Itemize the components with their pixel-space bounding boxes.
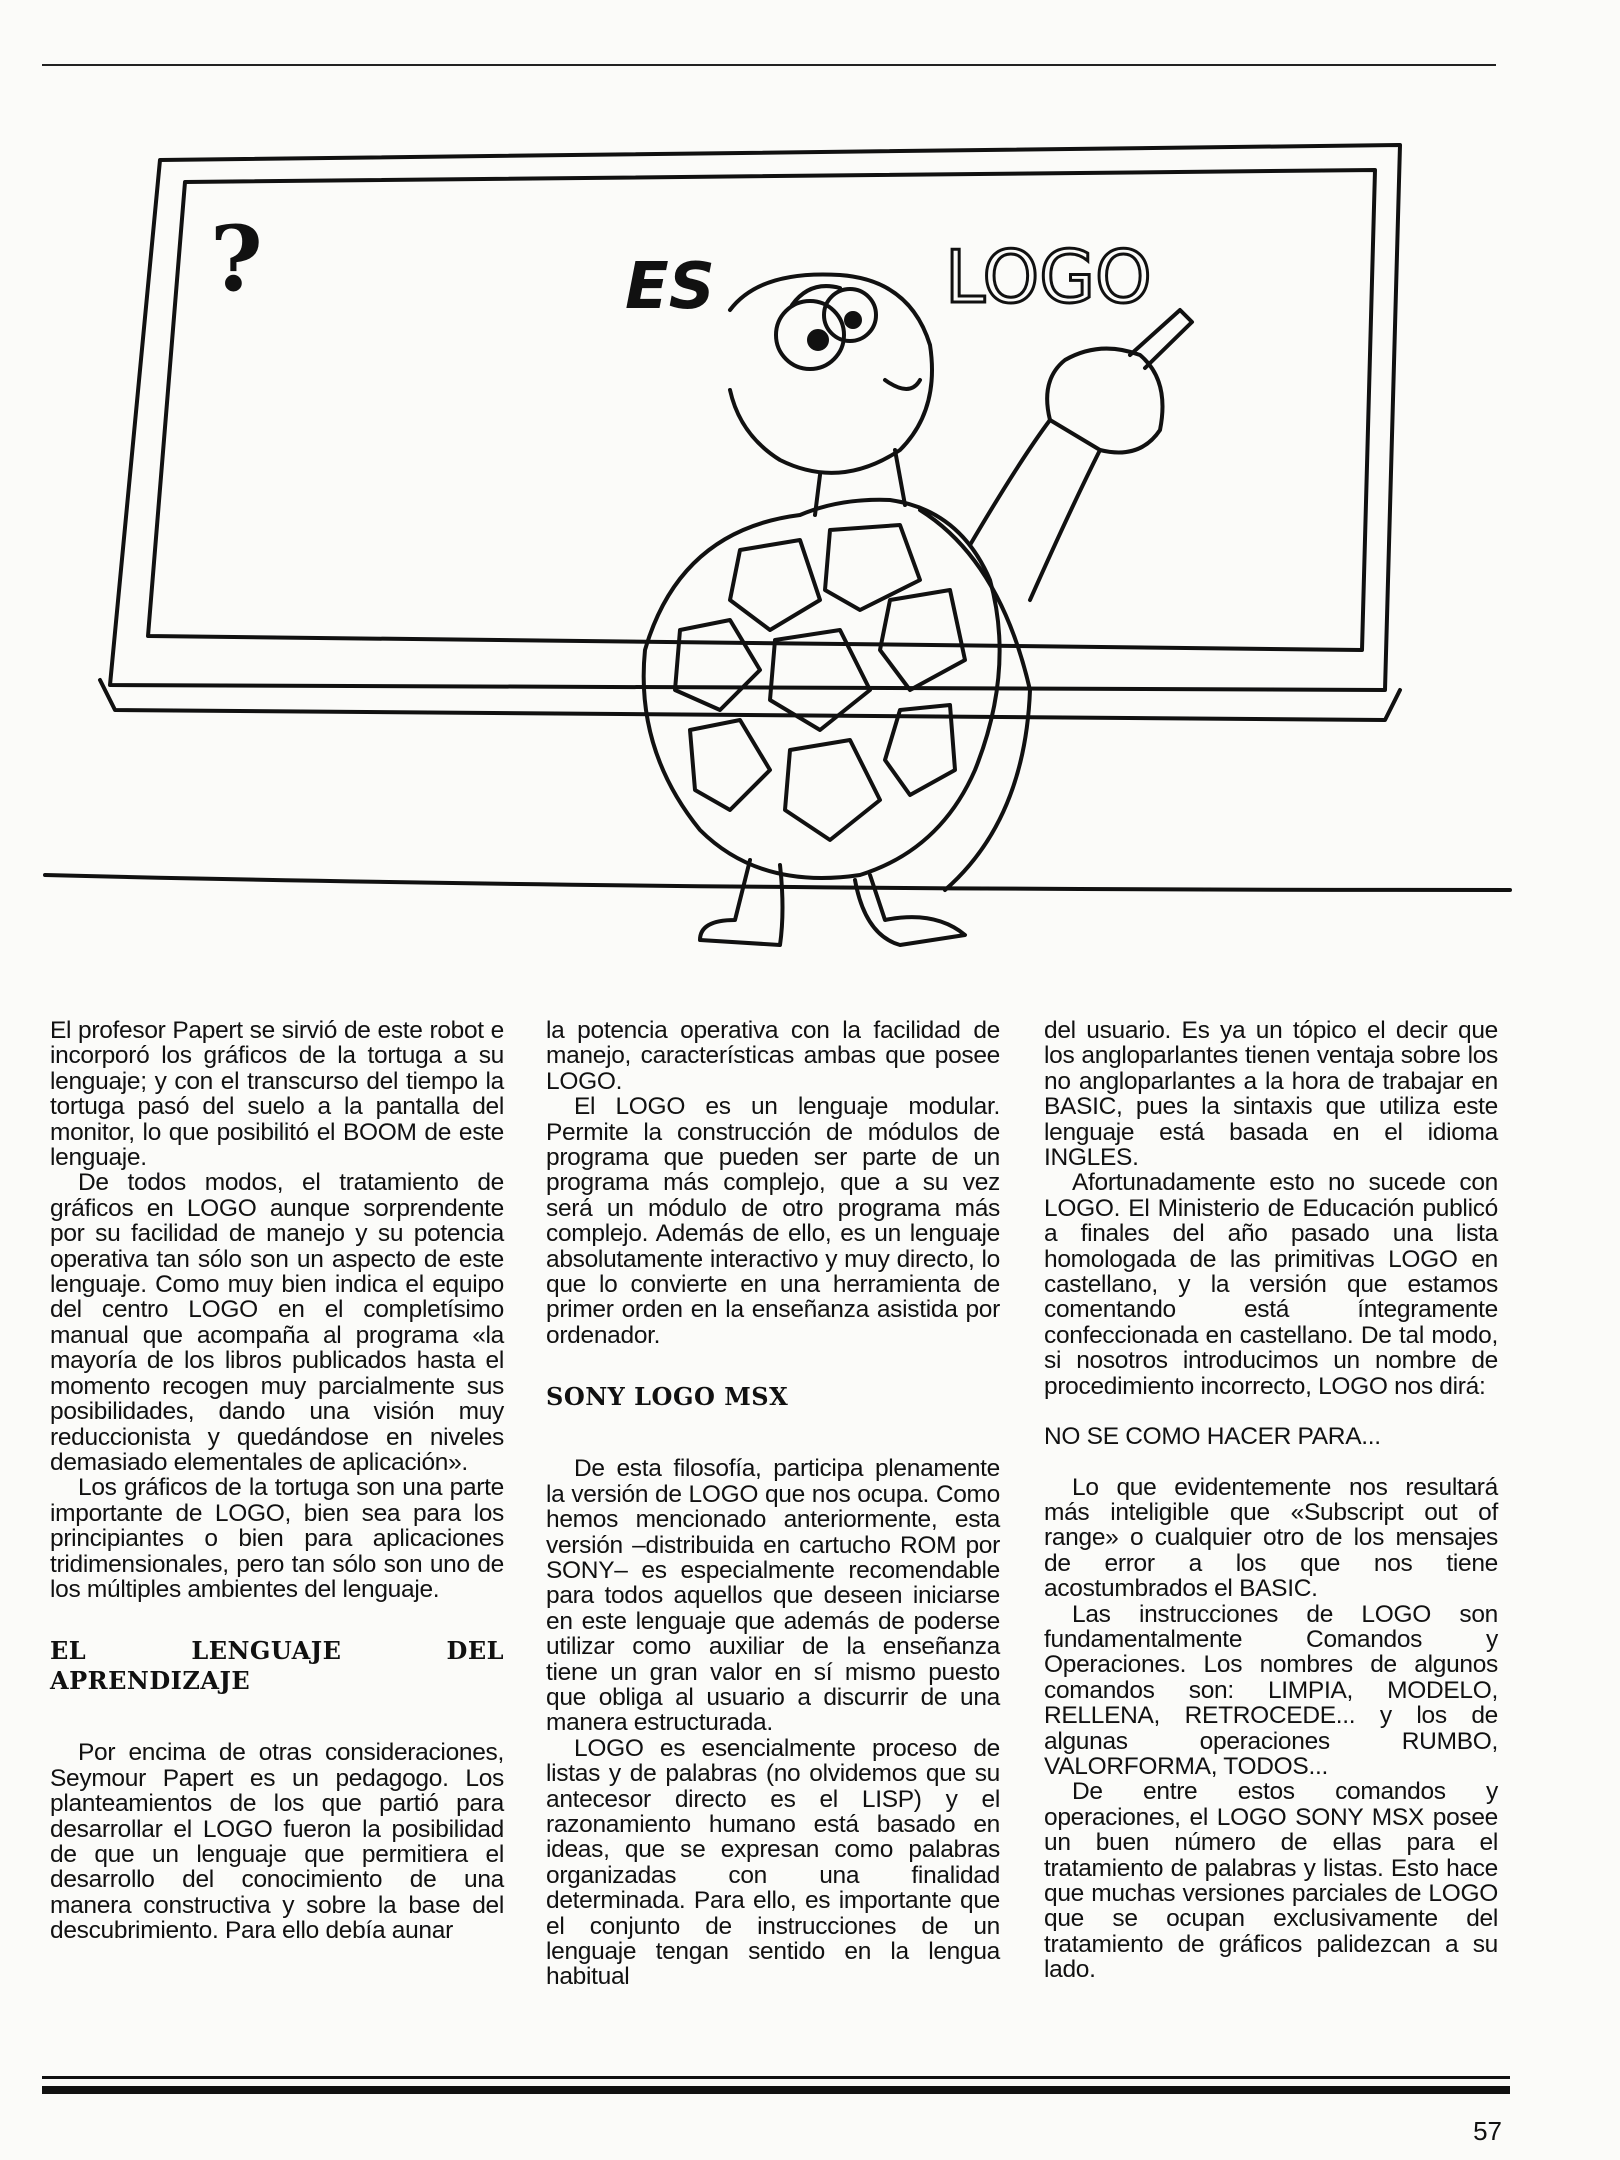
turtle-arm [970,420,1100,600]
section-heading-sony-logo-msx: SONY LOGO MSX [546,1382,789,1412]
paragraph: Las instrucciones de LOGO son fundamentalmente Comandos y Operaciones. Los nombres de algunos comandos son: LIMPIA, MODELO, RELLENA, RETROCEDE... y los de algunas operaciones RUMBO, VALORFORMA, TODOS... [1044,1600,1498,1780]
turtle-hand [1047,349,1162,453]
column-2 [546,1018,1000,1990]
column-1 [50,1018,504,1944]
board-question-mark: ? [210,206,263,312]
floor-line [45,875,1510,890]
paragraph: Los gráficos de la tortuga son una parte importante de LOGO, bien sea para los principiantes o bien para aplicaciones tridimensionales, pero tan sólo son uno de los múltiples ambientes del lenguaje. [50,1474,504,1603]
bottom-rule-thin [42,2076,1510,2079]
turtle-blackboard-illustration [40,130,1520,960]
paragraph: Lo que evidentemente nos resultará más inteligible que «Subscript out of range» o cualquier otro de los mensajes de error a los que nos tiene acostumbrados el BASIC. [1044,1473,1498,1603]
page-number: 57 [1473,2116,1502,2146]
section-heading-aprendizaje: EL LENGUAJE DEL APRENDIZAJE [50,1636,504,1696]
paragraph: De esta filosofía, participa plenamente la versión de LOGO que nos ocupa. Como hemos mencionado anteriormente, esta versión –distribuida en cartucho ROM por SONY– es especialmente recomendable para todos aquellos que deseen iniciarse en este lenguaje que además de poderse utilizar como auxiliar de la enseñanza tiene un gran valor en sí mismo puesto que obliga al usuario a discurrir de una manera estructurada. [546,1455,1000,1737]
paragraph: De todos modos, el tratamiento de gráficos en LOGO aunque sorprendente por su facilidad de manejo y su potencia operativa tan sólo son un aspecto de este lenguaje. Como muy bien indica el equipo del centro LOGO en el completísimo manual que acompaña al programa «la mayoría de los libros publicados hasta el momento recogen muy parcialmente sus posibilidades, dando una visión muy reduccionista y quedándose en niveles demasiado elementales de aplicación». [50,1169,504,1476]
paragraph: El profesor Papert se sirvió de este robot e incorporó los gráficos de la tortuga a su lenguaje; y con el transcurso del tiempo la tortuga pasó del suelo a la pantalla del monitor, lo que posibilitó el BOOM de este lenguaje. [50,1017,504,1172]
paragraph: Por encima de otras consideraciones, Seymour Papert es un pedagogo. Los planteamientos de los que partió para desarrollar el LOGO fueron la posibilidad de que un lenguaje que permitiera el desarrollo del conocimiento de una manera constructiva y sobre la base del descubrimiento. Para ello debía aunar [50,1739,504,1945]
paragraph: la potencia operativa con la facilidad de manejo, características ambas que posee LOGO. [546,1017,1000,1095]
board-text-logo: LOGO [945,235,1152,319]
paragraph: Afortunadamente esto no sucede con LOGO. El Ministerio de Educación publicó a finales del año pasado una lista homologada de las primitivas LOGO en castellano, y la versión que estamos comentando está íntegramente confeccionada en castellano. De tal modo, si nosotros introducimos un nombre de procedimiento incorrecto, LOGO nos dirá: [1044,1169,1498,1400]
paragraph: LOGO es esencialmente proceso de listas y de palabras (no olvidemos que su antecesor directo es el LISP) y el razonamiento humano está basado en ideas, que se expresan como palabras organizadas con una finalidad determinada. Para ello, es importante que el conjunto de instrucciones de un lenguaje tengan sentido en la lengua habitual [546,1734,1000,1991]
paragraph: del usuario. Es ya un tópico el decir que los angloparlantes tienen ventaja sobre los no angloparlantes a la hora de trabajar en BASIC, pues la sintaxis que utiliza este lenguaje está basada en el idioma INGLES. [1044,1017,1498,1172]
column-3 [1044,1018,1498,1983]
bottom-rule-thick [42,2086,1510,2094]
blackboard-outer-frame [110,145,1400,690]
turtle-head [730,274,932,472]
blackboard-inner-frame [148,170,1375,650]
error-message-example: NO SE COMO HACER PARA... [1044,1423,1381,1451]
paragraph: De entre estos comandos y operaciones, el LOGO SONY MSX posee un buen número de ellas para el tratamiento de palabras y listas. Esto hace que muchas versiones parciales de LOGO que se ocupan exclusivamente del tratamiento de gráficos palidezcan a su lado. [1044,1778,1498,1984]
paragraph: El LOGO es un lenguaje modular. Permite la construcción de módulos de programa que pueden ser parte de un programa más complejo, que a su vez será un módulo de otro programa más complejo. Además de ello, es un lenguaje absolutamente interactivo y muy directo, lo que lo convierte en una herramienta de primer orden en la enseñanza asistida por ordenador. [546,1093,1000,1349]
board-text-es: ES [625,250,715,324]
top-rule [42,64,1496,66]
